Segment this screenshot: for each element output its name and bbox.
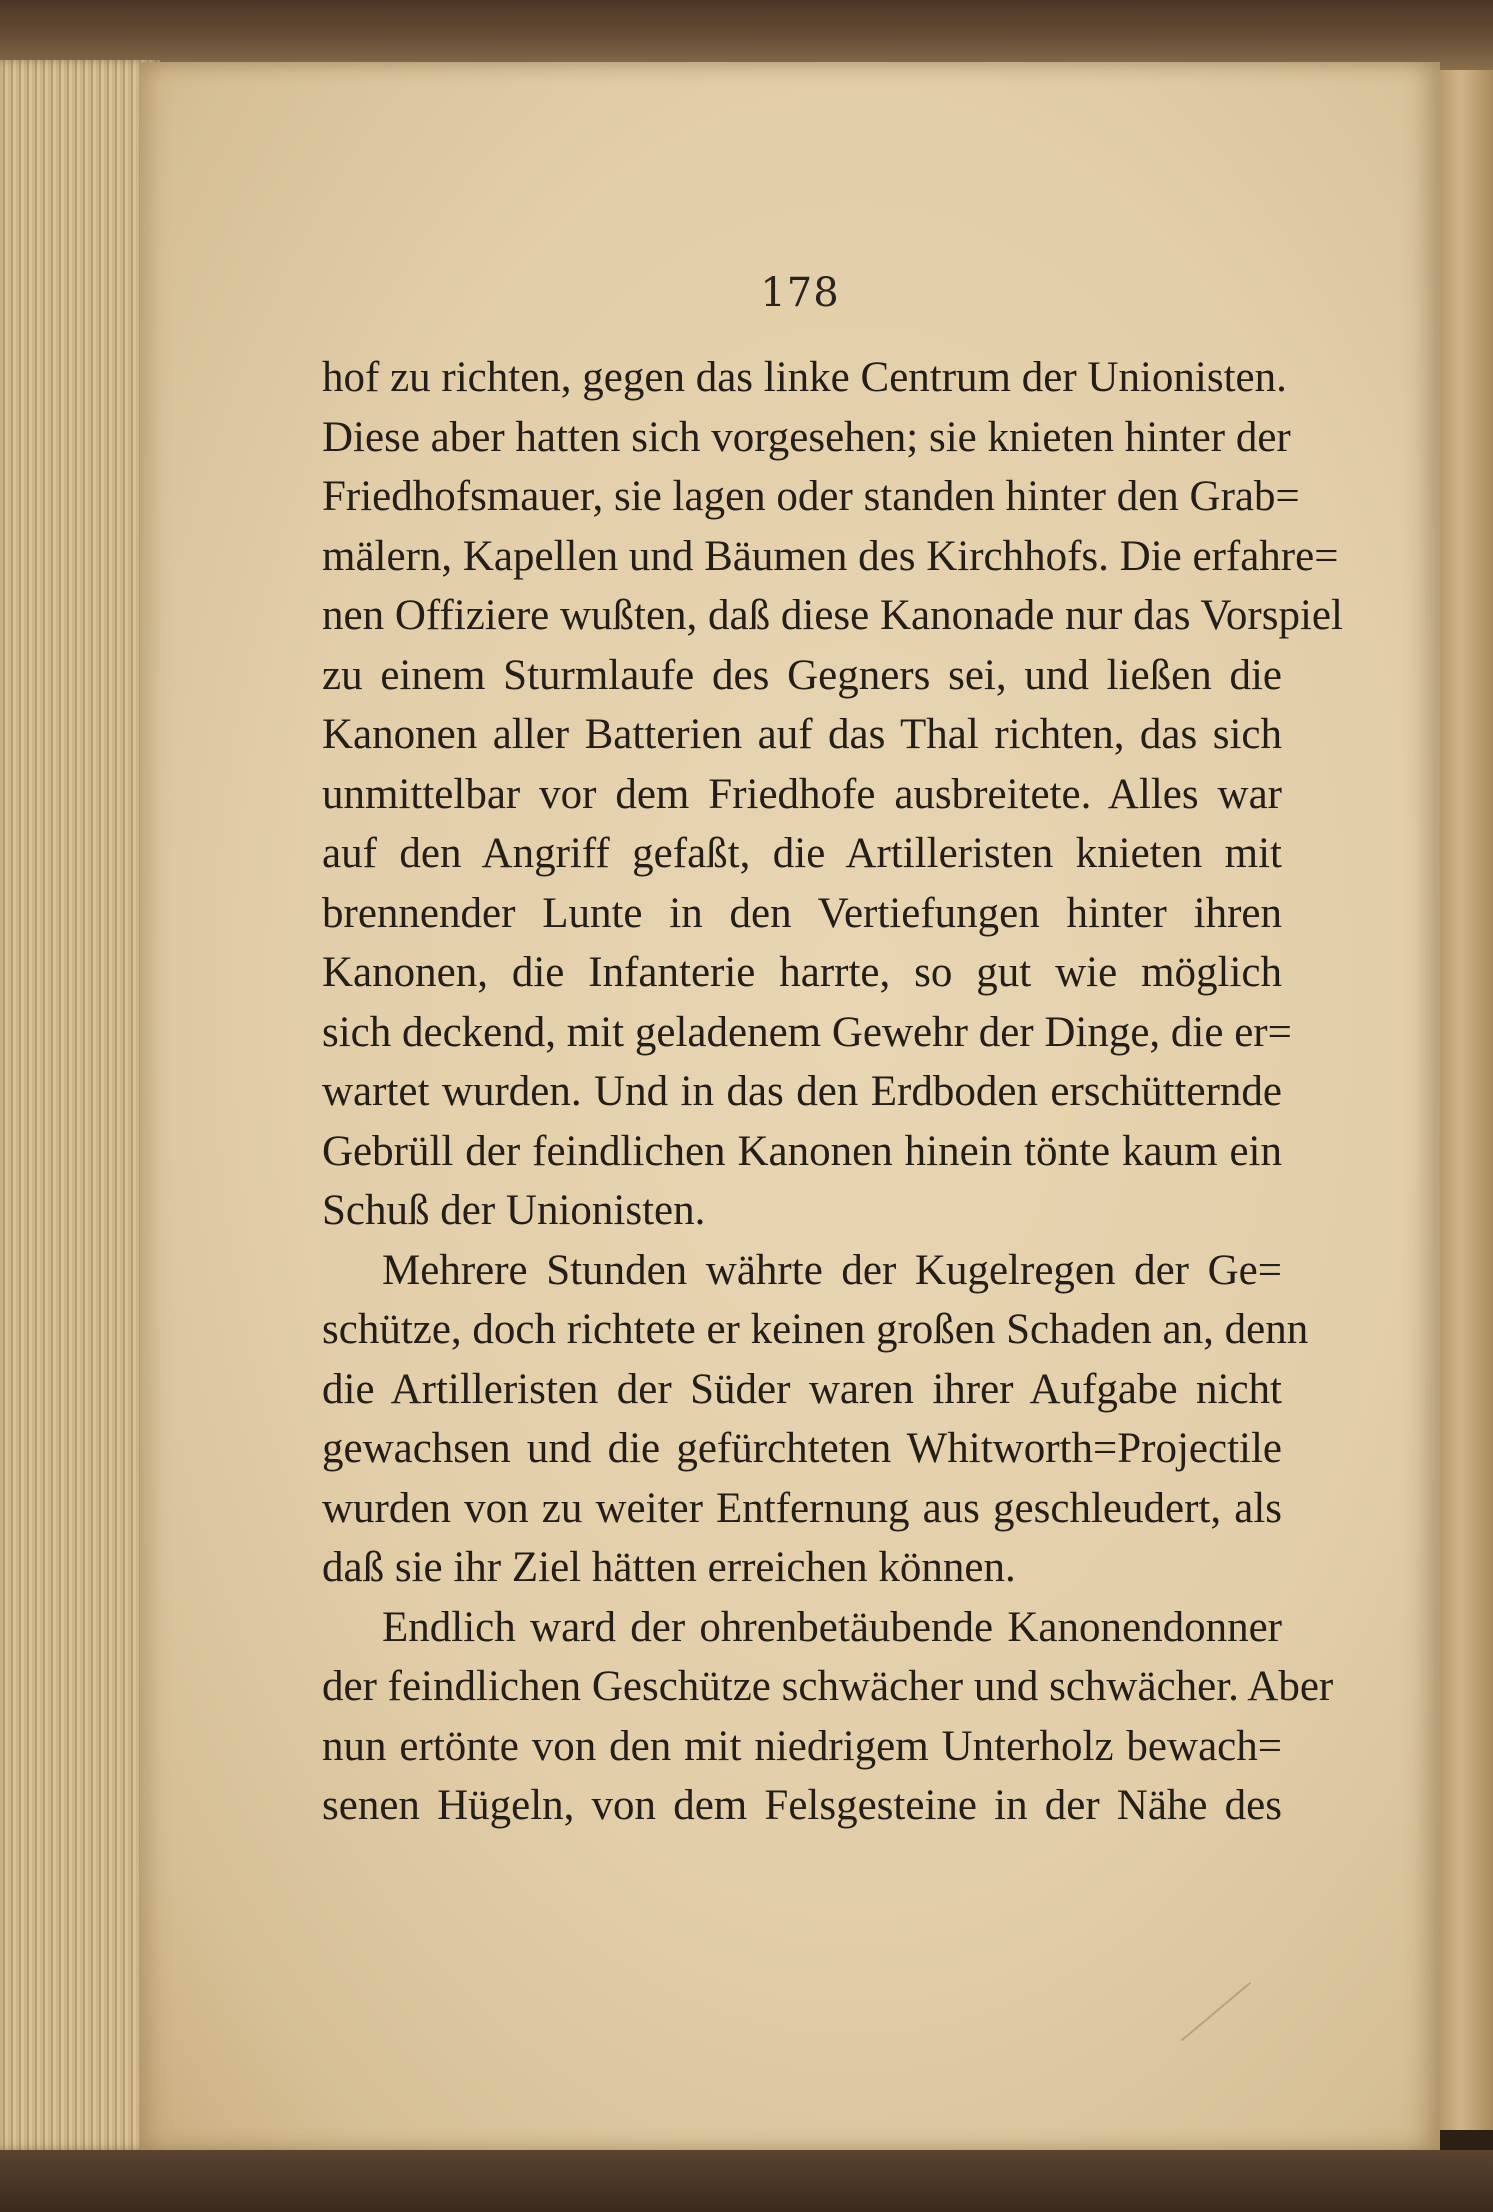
text-line: wurden von zu weiter Entfernung aus geschleudert, als [322, 1484, 1282, 1532]
book-top-edge [0, 0, 1493, 70]
text-line: mälern, Kapellen und Bäumen des Kirchhofs. Die erfahre= [322, 532, 1339, 580]
text-line: Schuß der Unionisten. [322, 1187, 706, 1234]
text-line: unmittelbar vor dem Friedhofe ausbreitete. Alles war [322, 770, 1282, 818]
next-page-edge [1440, 70, 1493, 2130]
book-bottom-edge [0, 2150, 1493, 2212]
text-line: Kanonen, die Infanterie harrte, so gut wie möglich [322, 949, 1282, 996]
text-line: zu einem Sturmlaufe des Gegners sei, und ließen die [322, 651, 1282, 699]
text-line: Friedhofsmauer, sie lagen oder standen hinter den Grab= [322, 473, 1300, 520]
text-line: Diese aber hatten sich vorgesehen; sie knieten hinter der [322, 413, 1291, 461]
text-line: nun ertönte von den mit niedrigem Unterholz bewach= [322, 1722, 1282, 1770]
text-line: schütze, doch richtete er keinen großen Schaden an, denn [322, 1306, 1309, 1353]
text-line: die Artilleristen der Süder waren ihrer Aufgabe nicht [322, 1365, 1282, 1413]
text-line: der feindlichen Geschütze schwächer und schwächer. Aber [322, 1663, 1334, 1710]
text-line: Kanonen aller Batterien auf das Thal richten, das sich [322, 711, 1282, 758]
text-line: Endlich ward der ohrenbetäubende Kanonendonner [382, 1603, 1282, 1651]
text-line: Mehrere Stunden währte der Kugelregen der Ge= [382, 1246, 1282, 1294]
page-number: 178 [760, 270, 840, 316]
text-line: daß sie ihr Ziel hätten erreichen können. [322, 1544, 1016, 1591]
text-line: senen Hügeln, von dem Felsgesteine in der Nähe des [322, 1782, 1282, 1829]
text-line: wartet wurden. Und in das den Erdboden erschütternde [322, 1068, 1282, 1115]
page-text [322, 348, 1343, 1836]
page-stack-edge [0, 60, 160, 2150]
text-line: hof zu richten, gegen das linke Centrum der Unionisten. [322, 354, 1287, 401]
text-line: sich deckend, mit geladenem Gewehr der Dinge, die er= [322, 1008, 1292, 1056]
text-line: gewachsen und die gefürchteten Whitworth=Projectile [322, 1425, 1282, 1472]
text-line: brennender Lunte in den Vertiefungen hinter ihren [322, 889, 1282, 937]
text-line: nen Offiziere wußten, daß diese Kanonade nur das Vorspiel [322, 592, 1343, 639]
text-line: Gebrüll der feindlichen Kanonen hinein tönte kaum ein [322, 1127, 1282, 1175]
text-line: auf den Angriff gefaßt, die Artilleristen knieten mit [322, 830, 1282, 877]
